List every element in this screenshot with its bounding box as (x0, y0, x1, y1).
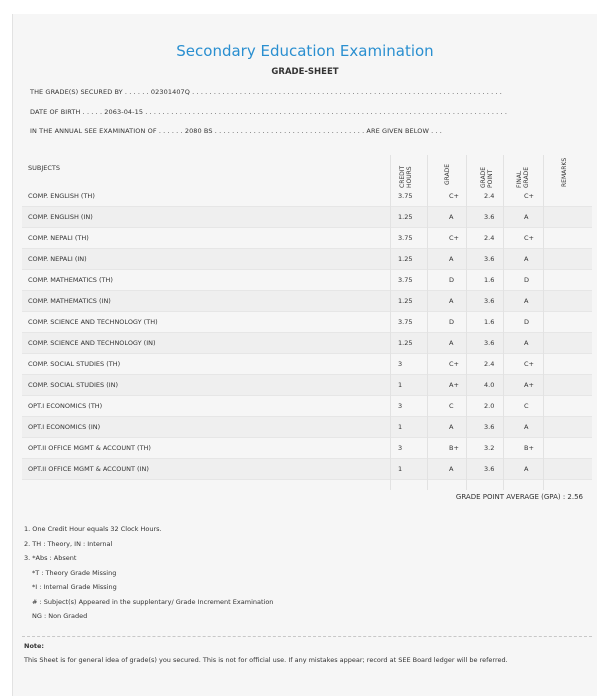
grade-point-cell: 2.4 (484, 234, 495, 242)
header-final-grade: FINAL GRADE (516, 166, 530, 188)
column-divider (466, 155, 467, 490)
table-row (22, 375, 592, 396)
grade-point-cell: 3.6 (484, 423, 495, 431)
grade-point-cell: 3.6 (484, 255, 495, 263)
subject-cell: OPT.II OFFICE MGMT & ACCOUNT (IN) (28, 465, 149, 473)
disclaimer-text: This Sheet is for general idea of grade(s) you secured. This is not for official use. If any mistakes appear; record at SEE Board ledger will be referred. (24, 656, 508, 664)
dashed-divider (22, 636, 592, 637)
grade-sheet-heading: GRADE-SHEET (271, 67, 339, 77)
table-row (22, 438, 592, 459)
note-item: 2. TH : Theory, IN : Internal (24, 539, 113, 548)
note-item: # : Subject(s) Appeared in the supplentary/ Grade Increment Examination (32, 597, 274, 606)
grade-point-cell: 4.0 (484, 381, 495, 389)
grade-cell: A (449, 465, 454, 473)
grade-cell: A (449, 423, 454, 431)
subject-cell: COMP. NEPALI (IN) (28, 255, 87, 263)
note-item: 3. *Abs : Absent (24, 554, 77, 562)
subject-cell: COMP. MATHEMATICS (IN) (28, 297, 111, 305)
grade-cell: C+ (449, 360, 459, 368)
final-grade-cell: C+ (524, 192, 534, 200)
info-student-id: THE GRADE(S) SECURED BY . . . . . . 02301407Q . . . . . . . . . . . . . . . . . . . . . . . . . . . . . . . . . . . . . . . . . . . . . . . . . . . . . . . . . . . . . . . . . . . . . . . . (30, 88, 502, 96)
credit-hours-cell: 3.75 (398, 276, 413, 284)
credit-hours-cell: 3.75 (398, 318, 413, 326)
table-row (22, 354, 592, 375)
exam-title: Secondary Education Examination (176, 42, 434, 60)
notes-list (24, 525, 273, 627)
header-subjects: SUBJECTS (28, 164, 61, 172)
note-heading: Note: (24, 642, 45, 650)
subject-cell: OPT.I ECONOMICS (TH) (28, 402, 103, 410)
grade-cell: A (449, 297, 454, 305)
final-grade-cell: B+ (524, 444, 534, 452)
grade-point-cell: 1.6 (484, 318, 495, 326)
table-row (22, 249, 592, 270)
subject-cell: OPT.II OFFICE MGMT & ACCOUNT (TH) (28, 444, 151, 452)
grade-sheet (12, 14, 597, 696)
table-row (22, 207, 592, 228)
grade-point-cell: 3.6 (484, 339, 495, 347)
credit-hours-cell: 3 (398, 444, 403, 452)
credit-hours-cell: 1 (398, 381, 403, 389)
table-row (22, 270, 592, 291)
subject-cell: COMP. SCIENCE AND TECHNOLOGY (IN) (28, 339, 156, 347)
note-item: 1. One Credit Hour equals 32 Clock Hours. (24, 525, 162, 533)
final-grade-cell: A (524, 465, 529, 473)
header-grade: GRADE (444, 163, 451, 185)
subject-cell: COMP. MATHEMATICS (TH) (28, 276, 113, 284)
credit-hours-cell: 1 (398, 465, 403, 473)
final-grade-cell: C (524, 402, 529, 410)
subject-cell: COMP. SCIENCE AND TECHNOLOGY (TH) (28, 318, 158, 326)
grade-point-cell: 2.4 (484, 360, 495, 368)
grade-point-cell: 3.6 (484, 297, 495, 305)
table-row (22, 186, 592, 207)
grade-point-cell: 3.6 (484, 213, 495, 221)
grade-cell: C+ (449, 234, 459, 242)
column-divider (427, 155, 428, 490)
credit-hours-cell: 3 (398, 360, 403, 368)
grade-cell: A (449, 255, 454, 263)
note-item: *I : Internal Grade Missing (32, 583, 117, 591)
header-credit-hours: CREDIT HOURS (399, 165, 413, 188)
final-grade-cell: A (524, 213, 529, 221)
grade-cell: C+ (449, 192, 459, 200)
grade-point-cell: 2.0 (484, 402, 495, 410)
grade-cell: A+ (449, 381, 459, 389)
table-row (22, 312, 592, 333)
info-exam-year: IN THE ANNUAL SEE EXAMINATION OF . . . . . . 2080 BS . . . . . . . . . . . . . . . . . . . . . . . . . . . . . . . . . . . ARE GIVEN BELOW . . . (30, 127, 442, 135)
grade-cell: D (449, 318, 455, 326)
credit-hours-cell: 3 (398, 402, 403, 410)
subject-cell: COMP. SOCIAL STUDIES (TH) (28, 360, 121, 368)
table-row (22, 417, 592, 438)
column-divider (543, 155, 544, 490)
grade-cell: A (449, 339, 454, 347)
credit-hours-cell: 3.75 (398, 234, 413, 242)
final-grade-cell: C+ (524, 360, 534, 368)
grade-point-cell: 1.6 (484, 276, 495, 284)
credit-hours-cell: 1.25 (398, 297, 413, 305)
grade-point-cell: 2.4 (484, 192, 495, 200)
table-row (22, 291, 592, 312)
credit-hours-cell: 1.25 (398, 213, 413, 221)
column-divider (503, 155, 504, 490)
credit-hours-cell: 1.25 (398, 339, 413, 347)
table-row (22, 333, 592, 354)
subject-cell: COMP. SOCIAL STUDIES (IN) (28, 381, 119, 389)
table-row (22, 228, 592, 249)
final-grade-cell: D (524, 318, 530, 326)
grade-point-cell: 3.2 (484, 444, 495, 452)
column-divider (390, 155, 391, 490)
grade-cell: A (449, 213, 454, 221)
grade-cell: D (449, 276, 455, 284)
table-row (22, 396, 592, 417)
grade-cell: C (449, 402, 454, 410)
header-grade-point: GRADE POINT (480, 166, 494, 188)
final-grade-cell: A (524, 423, 529, 431)
info-date-of-birth: DATE OF BIRTH . . . . . 2063-04-15 . . . . . . . . . . . . . . . . . . . . . . . . . . . . . . . . . . . . . . . . . . . . . . . . . . . . . . . . . . . . . . . . . . . . . . . . . . . . . . . . . . . . (30, 108, 507, 116)
subject-cell: COMP. ENGLISH (TH) (28, 192, 95, 200)
grade-point-cell: 3.6 (484, 465, 495, 473)
note-item: NG : Non Graded (32, 612, 88, 620)
grade-cell: B+ (449, 444, 459, 452)
final-grade-cell: D (524, 276, 530, 284)
final-grade-cell: C+ (524, 234, 534, 242)
final-grade-cell: A+ (524, 381, 534, 389)
final-grade-cell: A (524, 255, 529, 263)
final-grade-cell: A (524, 297, 529, 305)
gpa-summary: GRADE POINT AVERAGE (GPA) : 2.56 (455, 493, 583, 501)
table-row (22, 459, 592, 480)
credit-hours-cell: 1 (398, 423, 403, 431)
credit-hours-cell: 3.75 (398, 192, 413, 200)
subject-cell: COMP. NEPALI (TH) (28, 234, 89, 242)
subject-cell: OPT.I ECONOMICS (IN) (28, 423, 101, 431)
final-grade-cell: A (524, 339, 529, 347)
note-item: *T : Theory Grade Missing (32, 568, 117, 577)
header-remarks: REMARKS (561, 157, 568, 187)
subject-cell: COMP. ENGLISH (IN) (28, 213, 93, 221)
credit-hours-cell: 1.25 (398, 255, 413, 263)
